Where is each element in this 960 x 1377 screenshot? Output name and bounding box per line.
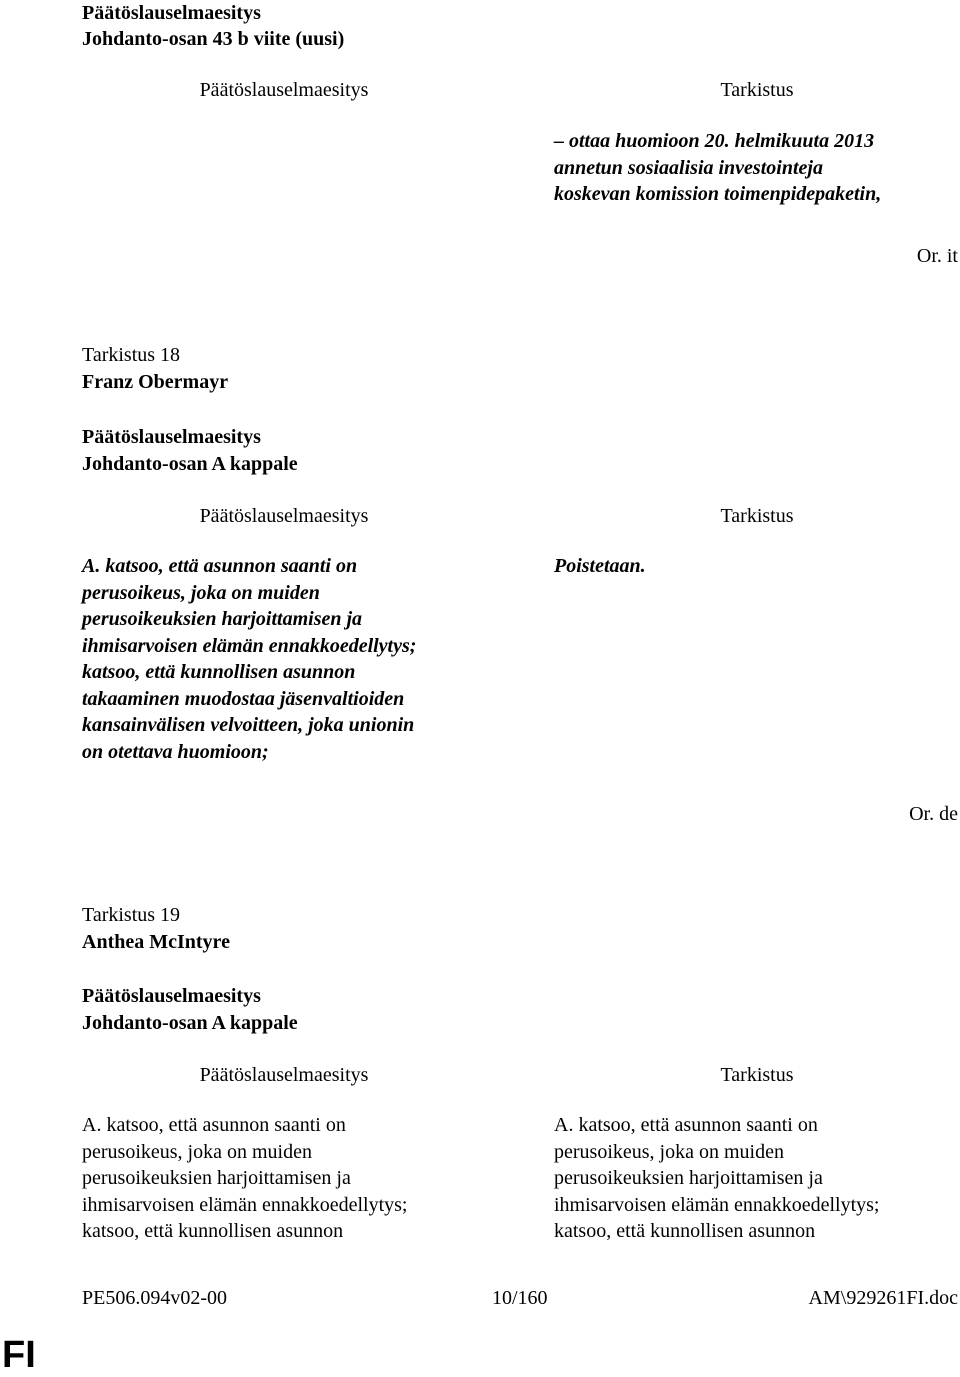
- original-text-line: perusoikeus, joka on muiden: [82, 1141, 312, 1163]
- amendment-text-line: A. katsoo, että asunnon saanti on: [554, 1114, 818, 1136]
- amendment-text-line: ihmisarvoisen elämän ennakkoedellytys;: [554, 1194, 880, 1216]
- original-language: Or. de: [909, 803, 958, 825]
- original-text-line: perusoikeuksien harjoittamisen ja: [82, 1167, 351, 1189]
- section-location: Johdanto-osan 43 b viite (uusi): [82, 28, 345, 50]
- amendment-text-line: perusoikeuksien harjoittamisen ja: [554, 1167, 823, 1189]
- original-text-line: A. katsoo, että asunnon saanti on: [82, 1114, 346, 1136]
- section-location: Johdanto-osan A kappale: [82, 453, 298, 475]
- amendment-number: Tarkistus 18: [82, 344, 181, 366]
- original-text-line: ihmisarvoisen elämän ennakkoedellytys;: [82, 1194, 408, 1216]
- original-text-line: perusoikeuksien harjoittamisen ja: [82, 608, 363, 630]
- footer-page-number: 10/160: [492, 1287, 548, 1309]
- amendment-number: Tarkistus 19: [82, 904, 181, 926]
- amendment-text-line: annetun sosiaalisia investointeja: [554, 157, 823, 179]
- footer-language-code: FI: [2, 1334, 36, 1376]
- column-header-left: Päätöslauselmaesitys: [199, 79, 369, 101]
- amendment-text-line: katsoo, että kunnollisen asunnon: [554, 1220, 816, 1242]
- original-text-line: ihmisarvoisen elämän ennakkoedellytys;: [82, 635, 417, 657]
- original-text-line: katsoo, että kunnollisen asunnon: [82, 661, 356, 683]
- section-label: Päätöslauselmaesitys: [82, 985, 261, 1007]
- footer-doc-ref: PE506.094v02-00: [82, 1287, 227, 1309]
- column-header-right: Tarkistus: [720, 79, 794, 101]
- original-language: Or. it: [916, 245, 958, 267]
- original-text-line: kansainvälisen velvoitteen, joka unionin: [82, 714, 415, 736]
- original-text-line: A. katsoo, että asunnon saanti on: [82, 555, 358, 577]
- original-text-line: on otettava huomioon;: [82, 741, 269, 763]
- column-header-left: Päätöslauselmaesitys: [199, 505, 369, 527]
- footer-file-name: AM\929261FI.doc: [808, 1287, 958, 1309]
- amendment-author: Franz Obermayr: [82, 371, 229, 393]
- column-header-left: Päätöslauselmaesitys: [199, 1064, 369, 1086]
- section-location: Johdanto-osan A kappale: [82, 1012, 298, 1034]
- column-header-right: Tarkistus: [720, 1064, 794, 1086]
- original-text-line: perusoikeus, joka on muiden: [82, 582, 320, 604]
- section-label: Päätöslauselmaesitys: [82, 2, 261, 24]
- column-header-right: Tarkistus: [720, 505, 794, 527]
- amendment-author: Anthea McIntyre: [82, 931, 230, 953]
- original-text-line: katsoo, että kunnollisen asunnon: [82, 1220, 344, 1242]
- amendment-text-line: – ottaa huomioon 20. helmikuuta 2013: [554, 130, 875, 152]
- section-label: Päätöslauselmaesitys: [82, 426, 261, 448]
- amendment-text: Poistetaan.: [554, 555, 646, 577]
- amendment-text-line: perusoikeus, joka on muiden: [554, 1141, 784, 1163]
- original-text-line: takaaminen muodostaa jäsenvaltioiden: [82, 688, 405, 710]
- amendment-text-line: koskevan komission toimenpidepaketin,: [554, 183, 882, 205]
